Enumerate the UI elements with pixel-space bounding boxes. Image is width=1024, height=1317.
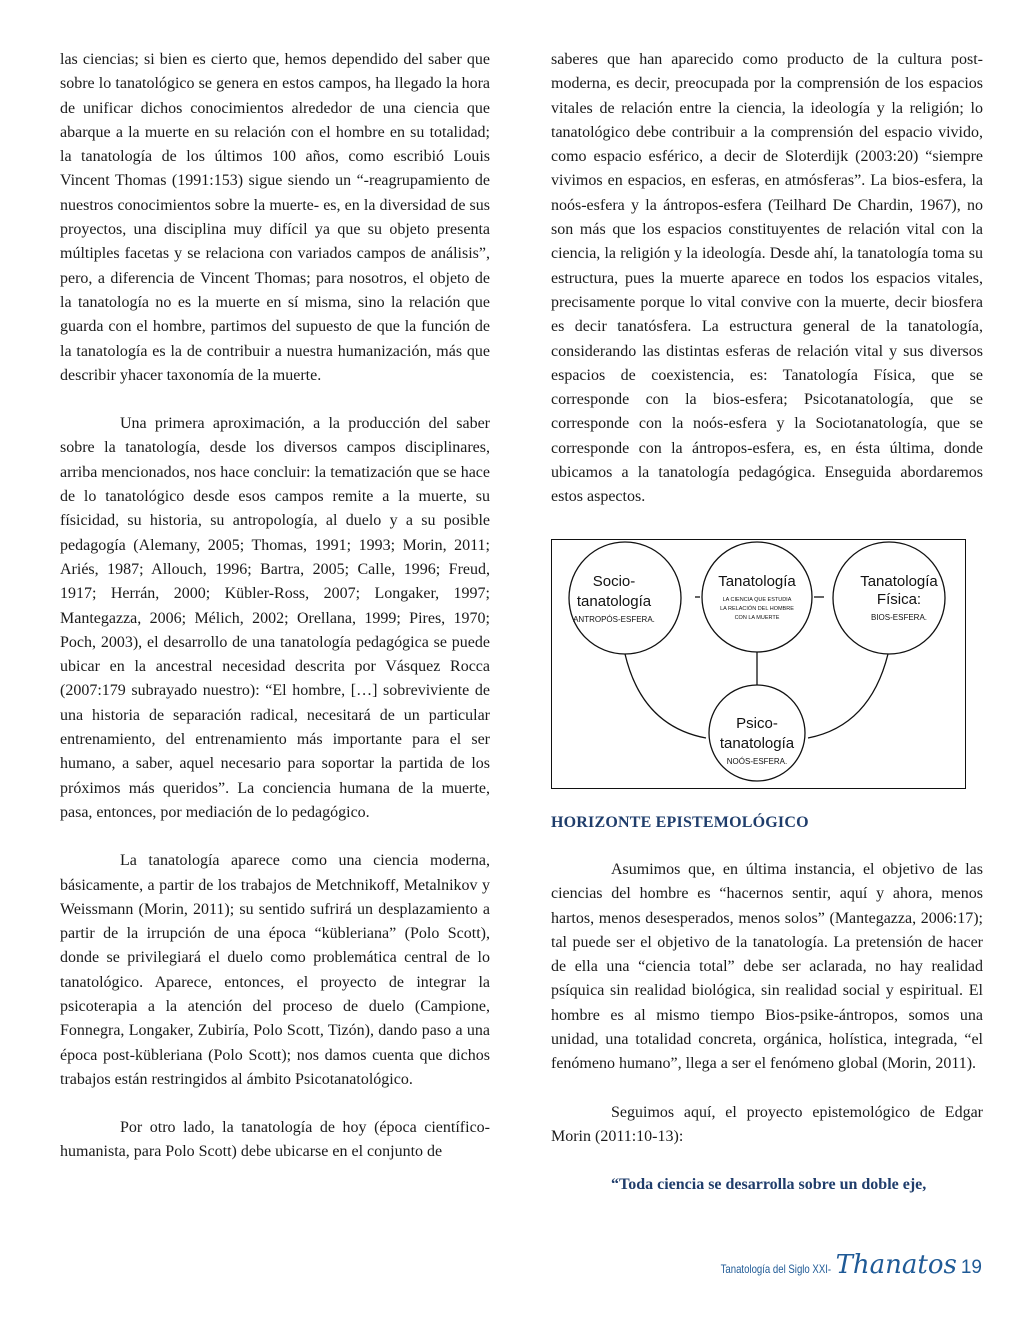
paragraph: Seguimos aquí, el proyecto epistemológico de Edgar Morin (2011:10-13): [551,1103,983,1145]
psico-title-1: Psico- [736,715,778,732]
right-column-bottom [551,858,983,1222]
journal-name: Tanatología del Siglo XXI- [721,1262,832,1276]
psico-circle [709,685,805,781]
tanatologia-desc-3: CON LA MUERTE [734,615,780,621]
connector-arc [625,654,706,738]
paragraph: Asumimos que, en última instancia, el objetivo de las ciencias del hombre es “hacernos sentir, aquí y ahora, menos hartos, menos desesperados, menos solos” (Mantegazza, 2006:17); tal puede ser el objetivo de la tanatología. La pretensión de hacer de ella una “ciencia total” debe ser aclarada, no hay realidad psíquica sin realidad biológica, sin realidad social y espiritual. El hombre es al mismo tiempo Bios-psike-ántropos, somos una unidad, una totalidad concreta, orgánica, holística, integrada, “el fenómeno humano”, llega a ser el fenómeno global (Morin, 2011). [551,861,983,1073]
left-column [60,48,490,1189]
page-number: 19 [960,1257,982,1278]
paragraph: saberes que han aparecido como producto de la cultura post-moderna, es decir, preocupada por la comprensión de los espacios vitales de relación entre la ciencia, la ideología y la religión; lo tanatológico debe contribuir a la comprensión del espacio vivido, como espacio esférico, a decir de Sloterdijk (2003:20) “siempre vivimos en espacios, en esferas, en atmósferas”. La bios-esfera, la noós-esfera y la ántropos-esfera (Teilhard De Chardin, 1967), no son más que los espacios constituyentes de relación vital con la ciencia, la religión y la ideología. Desde ahí, la tanatología toma su estructura, pues la muerte aparece en todos los espacios vitales, precisamente porque lo vital convive con la muerte, decir biosfera es decir tanatósfera. La estructura general de la tanatología, considerando las distintas esferas de relación vital y sus diversos espacios de coexistencia, es: Tanatología Física, que se corresponde con la bios-esfera; Psicotanatología, que se corresponde con la noós-esfera y la Sociotanatología, que se corresponde con la ántropos-esfera, es, en ésta última, donde ubicamos a la tanatología pedagógica. Enseguida abordaremos estos aspectos. [551,51,983,506]
paragraph: Una primera aproximación, a la producción del saber sobre la tanatología, desde los diversos campos disciplinares, arriba mencionados, nos hace concluir: la tematización que se hace de lo tanatológico desde esos campos remite a la muerte, su físicidad, su historia, su antropología, al duelo y a su posible pedagogía (Alemany, 2005; Thomas, 1991; 1993; Morin, 2011; Ariés, 1987; Allouch, 1996; Bartra, 2005; Calle, 1996; Freud, 1917; Herrán, 2000; Kübler-Ross, 2007; Longaker, 1997; Mantegazza, 2006; Mélich, 2002; Orellana, 1999; Pires, 1970; Poch, 2003), el desarrollo de una tanatología pedagógica se puede ubicar en la ancestral necesidad descrita por Vásquez Rocca (2007:179 subrayado nuestro): “El hombre, […] sobreviviente de una historia de separación radical, necesitará de un particular entrenamiento, del entrenamiento más importante para el ser humano, a saber, aquel necesario para soportar la partida de los próximos más queridos”. La conciencia humana de la muerte, pasa, entonces, por mediación de lo pedagógico. [60,415,490,821]
psico-sphere: NOÓS-ESFERA. [726,757,788,766]
socio-title-1: Socio- [592,573,636,590]
fisica-sphere: BIOS-ESFERA. [870,613,928,622]
section-heading: HORIZONTE EPISTEMOLÓGICO [551,814,809,831]
fisica-title-1: Tanatología [860,573,938,590]
paragraph: Por otro lado, la tanatología de hoy (época científico-humanista, para Polo Scott) debe ubicarse en el conjunto de [60,1119,490,1161]
diagram-svg [552,540,967,790]
tanatologia-title: Tanatología [718,573,796,590]
quote-paragraph: “Toda ciencia se desarrolla sobre un doble eje, [611,1176,927,1194]
fisica-title-2: Física: [876,591,922,608]
tanatologia-desc-2: LA RELACIÓN DEL HOMBRE [720,606,794,612]
psico-title-2: tanatología [719,735,795,752]
connector-arc [808,654,888,738]
socio-sphere: ANTROPÓS-ESFERA. [573,615,655,624]
right-column-top [551,48,983,534]
paragraph: La tanatología aparece como una ciencia moderna, básicamente, a partir de los trabajos de Metchnikoff, Metalnikov y Weissmann (Morin, 2011); su sentido sufrirá un desplazamiento a partir de la irrupción de una época “kübleriana” (Polo Scott), donde se privilegiará el duelo como problemática central de lo tanatológico. Aparece, entonces, el proyecto de integrar la psicoterapia a la atención del proceso de duelo (Campione, Fonnegra, Longaker, Zubiría, Polo Scott, Tizón), dando paso a una época post-kübleriana (Polo Scott); nos damos cuenta que dichos trabajos están restringidos al ámbito Psicotanatológico. [60,852,490,1088]
tanatologia-desc-1: LA CIENCIA QUE ESTUDIA [722,597,792,603]
journal-brand: Thanatos [835,1250,957,1280]
page-footer [693,1250,982,1280]
socio-title-2: tanatología [576,593,652,610]
tanatologia-diagram [551,539,966,789]
paragraph: las ciencias; si bien es cierto que, hemos dependido del saber que sobre lo tanatológico se genera en estos campos, ha llegado la hora de unificar dichos conocimientos alrededor de una ciencia que abarque a la muerte en su relación con el hombre en su totalidad; la tanatología de los últimos 100 años, como escribió Louis Vincent Thomas (1991:153) sigue siendo un “-reagrupamiento de nuestros conocimientos sobre la muerte- es, en la diversidad de sus proyectos, una disciplina muy difícil ya que su objeto presenta múltiples facetas y se relaciona con variados campos de análisis”, pero, a diferencia de Vincent Thomas; para nosotros, el objeto de la tanatología no es la muerte en sí misma, sino la relación que guarda con el hombre, partimos del supuesto de que la función de la tanatología es la de contribuir a nuestra humanización, más que describir yhacer taxonomía de la muerte. [60,51,490,384]
